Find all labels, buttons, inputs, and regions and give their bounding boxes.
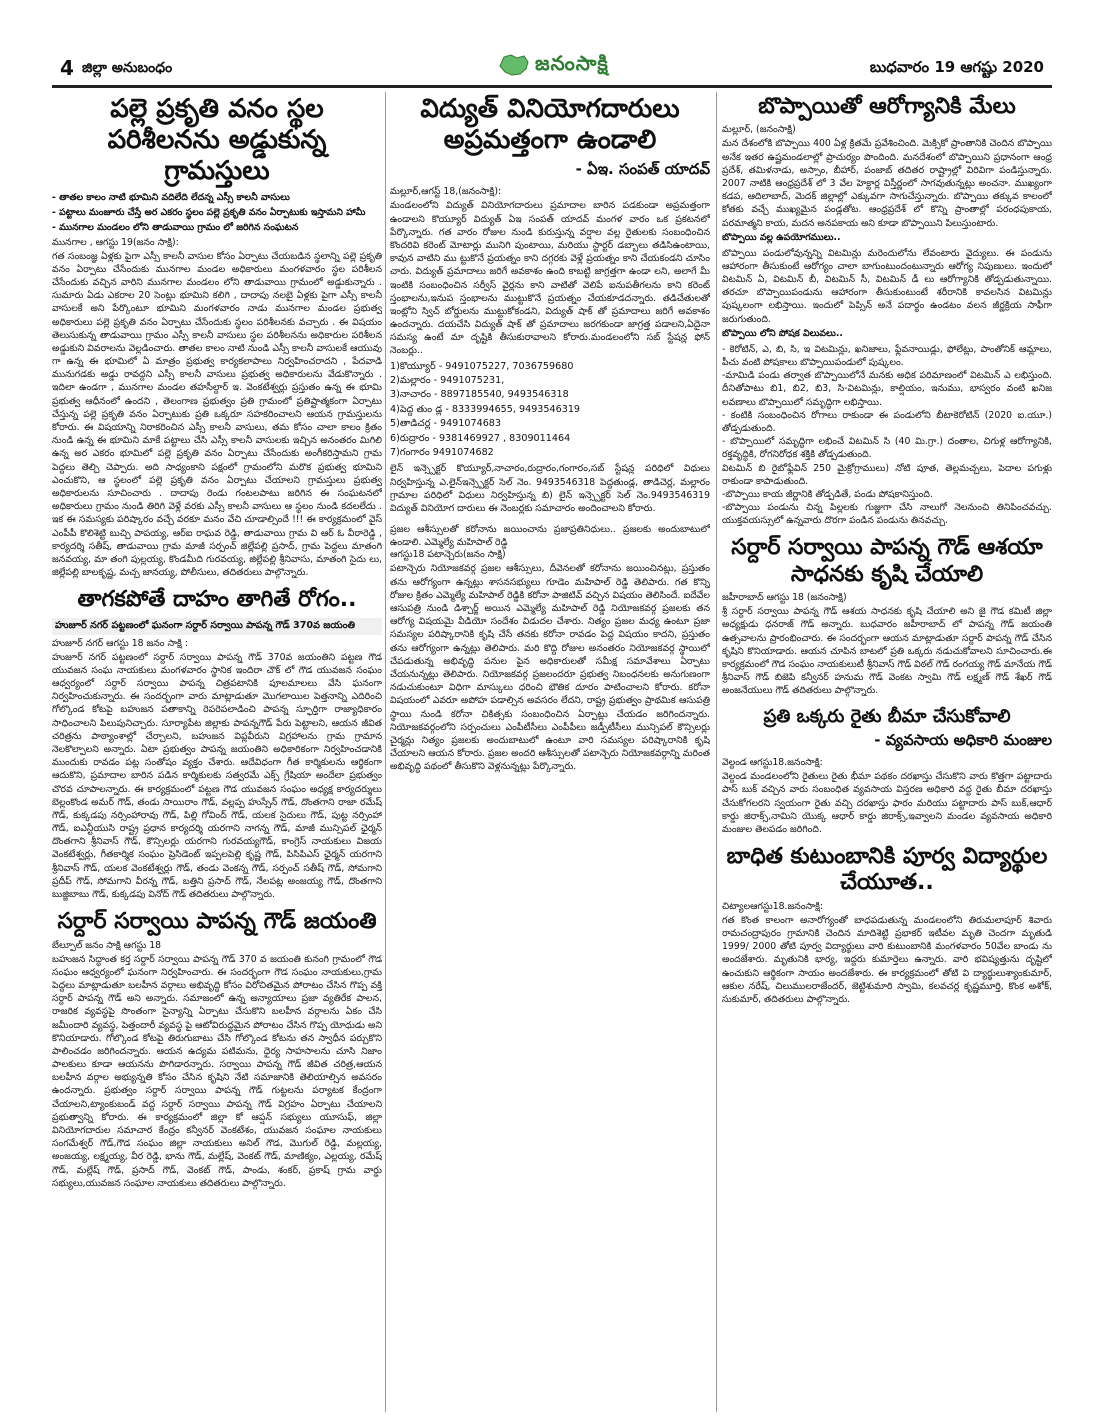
article-headline: సర్దార్ సర్వాయి పాపన్న గౌడ్ జయంతి: [57, 909, 377, 935]
column-right: [722, 92, 1052, 1422]
section-name: జిల్లా అనుబంధం: [82, 60, 173, 76]
article-papaya: [722, 94, 1052, 527]
bullet-item: -మామిడి పండు తర్వాత బొప్పాయిలోనే మనకు అధిక పరిమాణంలో విటమిన్ ఎ లభిస్తుంది. దీనితోపాటు బి1, బి2, బి3, సి-విటమిన్లు, కాల్షియం, ఇనుము, భాస్వరం వంటి ఖనిజ లవణాలు బొప్పాయిలో సమృద్ధిగా లభిస్తాయి.: [722, 370, 1052, 408]
article-dateline: మునగాల , ఆగస్టు 19(జనం సాక్షి):: [52, 236, 179, 248]
masthead: [497, 50, 609, 80]
bullet-item: -బొప్పాయి పండును చిన్న పిల్లలకు గుజ్జుగా చేసి నాలుగో నెలనుంచి తినిపించవచ్చు. యుక్తవయస్సులో ఉన్నవారు దొరగా పండిన పండును తినవచ్చు.: [722, 502, 1052, 527]
article-byline: - వ్యవసాయ అధికారి మంజుల: [874, 731, 1052, 750]
article-rythu-bima: [722, 706, 1052, 837]
phone-entry: 5)తాడిచర్ల - 9491074683: [390, 418, 502, 430]
column-left: [52, 92, 382, 1422]
article-toddy: [52, 587, 382, 901]
column-divider: [385, 92, 386, 1412]
article-dateline: మల్లూర్, (జనంసాక్షి): [722, 124, 796, 136]
article-mla: [390, 523, 710, 773]
bullet-item: - కంటికి సంబంధించిన రోగాలు రాకుండా ఈ పండులోని బీటాకెరోటిన్ (2020 ఐ.యూ.) తోడ్పడుతుంది.: [722, 409, 1052, 434]
article-dateline: వెల్దండ ఆగస్టు18.జనంసాక్షి:: [722, 757, 823, 769]
phone-entry: 4)పెద్ద తుం డ్ల - 8333994655, 9493546319: [390, 403, 581, 415]
issue-date: బుధవారం 19 ఆగష్టు 2020: [869, 58, 1044, 76]
article-jayanthi: [52, 909, 382, 1190]
article-dateline: మల్లూర్,ఆగస్ట్ 18,(జనంసాక్షి):: [390, 186, 502, 198]
masthead-name: జనంసాక్షి: [535, 50, 609, 75]
article-subhead: బొప్పాయి వల్ల ఉపయోగములు..: [722, 231, 841, 243]
article-dateline: ఆగస్టు18 పటాన్చెరు(జనం సాక్షి): [390, 549, 506, 561]
article-body: మన దేశంలోకి బొప్పాయి 400 ఏళ్ల క్రితమే ప్రవేశించింది. మెక్సికో ప్రాంతానికి చెందిన బొప్పాయి అనేక ఇతర ఉష్ణమండలాల్లో ప్రాచుర్యం పొందింది. మనదేశంలో బొప్పాయిని ప్రధానంగా ఆంధ్ర ప్రదేశ్, తమిళనాడు, అస్సాం, బీహార్, పంజాబ్ తదితర రాష్ట్రాల్లో విరివిగా పండిస్తున్నారు. 2007 నాటికి ఆంధ్రప్రదేశ్ లో 3 వేల హెక్టార్ల విస్తీర్ణంలో సాగవుతున్నట్లు అంచనా. ముఖ్యంగా కడప, ఆదిలాబాద్, మెదక్ జిల్లాల్లో ఎక్కువగా సాగుచేస్తున్నారు. బొప్పాయి తక్కువ కాలంలో కోతకు వచ్చే ముఖ్యమైన పండ్లతోట. ఆంధ్రప్రదేశ్ లో కొన్ని ప్రాంతాల్లో పరంధపుకాయ, పరమాత్మని కాయ, మదన అనపకాయ అని కూడా బొప్పాయిని పిలుస్తుంటారు.: [722, 138, 1052, 229]
bullet-item: -బొప్పాయి కాయ జీర్ణానికి తోడ్పడితే, పండు పోషకానిస్తుంది.: [722, 488, 933, 500]
article-headline: పల్లె ప్రకృతి వనం స్థల పరిశీలనను అడ్డుకున్న గ్రామస్తులు: [107, 94, 327, 187]
phone-entry: 6)రుద్రారం - 9381469927 , 8309011464: [390, 432, 571, 444]
article-forest-site: [52, 94, 382, 579]
article-body: బహుజన సిద్ధాంత కర్త సర్దార్ సర్వాయి పాపన్న గౌడ్ 370 వ జయంతి కునంగి గ్రామంలో గౌడ సంఘం ఆధ్వర్యంలో ఘనంగా నిర్వహించారు. ఈ సందర్భంగా గౌడ సంఘం నాయకులు,గ్రామ పెద్దలు మాట్లాడుతూ బలహీన వర్గాలు అభివృద్ధి కోసం విరోచితమైన పోరాటం చేసిన గొప్ప వక్తి సర్దార్ పాపన్న గౌడ్ అని అన్నారు. సమాజంలో ఉన్న అన్యాయాలు ప్రజా వ్యతిరేక పాలన, రాజరిక వ్యవస్థపై సొంతంగా సైన్యాన్ని ఏర్పాటు చేసుకొని బలహీన వర్గాలను ఏకం చేసి జమీందారి వ్యవస్థ, పెత్తందారీ వ్యవస్థ పై ఆటోవిరుద్ధమైన పోరాటం చేసిన గొప్ప యోధుడు అని కొనియాడారు. గోల్కొండ కోటపై తిరుగుబాటు చేసి గోల్కొండ కోటను తన స్వాధీన పర్చుకొని పాలించడం జరిగిందన్నారు. ఆయన ఉద్యమ పటిమను, ధైర్య సాహసాలను చూసి నిజాం పాలకులు కూడా ఆయనను పొగిడారన్నారు. సర్వాయి పాపన్న గౌడ్ జీవిత చరిత్ర,ఆయన బలహీన వర్గాల అభ్యున్నతి కోసం చేసిన కృషిని నేటి సమాజానికి తెలియాల్సిన అవసరం ఉందన్నారు. ప్రభుత్వం సర్దార్ సర్వాయి పాపన్న గౌడ్ గుట్టలను పర్యాటక కేంద్రంగా చేయాలని,ట్యాంకుబండ్ వద్ద సర్దార్ సర్వాయి పాపన్న గౌడ్ విగ్రహం ఏర్పాటు చేయాలని ప్రభుత్వాన్ని కోరారు. ఈ కార్యక్రమంలో జిల్లా కో ఆప్షన్ సభ్యులు యూసుఫ్, జిల్లా వినియోగదారుల సమాచార కేంద్రం కన్వీనర్ వెంకటేశం, యువజన సంఘాల నాయకులు సంగమేశ్వర్ గౌడ్,గౌడ సంఘం జిల్లా నాయకులు అనిల్ గౌడ, మొగుల్ రెడ్డి, మల్లయ్య, అంజయ్య, లక్ష్మయ్య, వీర రెడ్డి, భాను గౌడ్, మల్లేష్, వెంకట్ గౌడ్, మాణిక్యం, ఎల్లయ్య, రమేష్ గౌడ్, మల్లేష్ గౌడ్, ప్రసాద్ గౌడ్, వెంకట్ గౌడ్, పాండు, శంకర్, ప్రకాష్ గ్రామ వార్డు సభ్యులు,యువజన సంఘాల నాయకులు తదితరులు పాల్గొన్నారు.: [52, 953, 382, 1189]
header-rule: [52, 85, 1052, 88]
telangana-map-logo-icon: [497, 52, 531, 78]
phone-entry: 7)గంగారం 9491074682: [390, 446, 494, 458]
article-headline: ప్రతి ఒక్కరు రైతు బీమా చేసుకోవాలి: [763, 705, 1011, 727]
article-headline: సర్దార్ సర్వాయి పాపన్న గౌడ్ ఆశయా సాధనకు కృషి చేయాలి: [731, 535, 1043, 587]
article-dateline: హుజూర్ నగర్ ఆగస్టు 18 జనం సాక్షి :: [52, 637, 188, 649]
phone-entry: 2)మల్లారం - 9491075231,: [390, 375, 505, 387]
article-subhead: - తాతల కాలం నాటి భూమిని వదిలేది లేదన్న ఎస్సీ కాలనీ వాసులు: [52, 191, 290, 203]
article-subhead: - పట్టాలు మంజూరు చేస్తే అర ఎకరం స్థలం పల్లె ప్రకృతి వనం ఏర్పాటుకు ఇస్తామని హామీ: [52, 206, 366, 218]
article-body: గత సంబంజ్ఞ ఏళ్లకు పైగా ఎస్సీ కాలనీ వాసుల కోసం ఏర్పాటు చేయబడిన స్థలాన్ని పల్లె ప్రకృతి వనం ఏర్పాటు చేసేందుకు మునగాల మండల అధికారులు మంగళవారం స్థల పరిశీలన చేసేందుకు వచ్చిన వారిని మునగాల మండలం లోని తాడువాయి గ్రామంలో అడ్డుకున్నారు . సుమారు ఏడు ఎకరాల 20 సెంట్లు భూమిని కలిగి , దాదాపు నలబై ఏళ్లకు పైగా ఎస్సీ కాలనీ వాసులకే అని పేర్కొంటూ భూమిని మంగళవారం నాడు మునగాల మండల ప్రభుత్వ అధికారులు పల్లె ప్రకృతి వనం ఏర్పాటు చేసేందుకు స్థలం పరిశీలనకు వచ్చారు . ఈ విషయం తెలుసుకున్న తాడువాయి గ్రామం ఎస్సీ కాలనీ వాసులు స్థల పరిశీలనను అధికారుల పరిశీలన అడ్డుకుని వివరాలను వెల్లడించారు. తాతల కాలం నాటి నుండి ఎస్సీ కాలనీ వాసులకే ఆయువు గా ఉన్న ఈ భూమిలో ఏ మాత్రం ప్రభుత్వ కార్యకలాపాలు నిర్వహించరాదని , పేదవాడి మునుగడకు అడ్డు రావద్దని ఎస్సీ కాలనీ వాసులు ప్రభుత్వ అధికారులను వేడుకొన్నారు . ఇదిలా ఉండగా , మునగాల మండల తహసీల్దార్ ఇ. వెంకటేశ్వర్లు ప్రస్తుతం ఉన్న ఈ భూమి ప్రభుత్వ ఆధీనంలో ఉందని , తెలంగాణ ప్రభుత్వం ప్రతి గ్రామంలో ప్రతిష్టాత్మకంగా ఏర్పాటు చేస్తున్న పల్లె ప్రకృతి వనం ఏర్పాటుకు ప్రతి ఒక్కరూ సహకరించాలని ఆయన గ్రామస్తులను కోరారు. ఈ విషయాన్ని నిరాకరించిన ఎస్సీ కాలనీ వాసులు, తమ కోసం చాలా కాలం క్రితం నుండి ఉన్న ఈ భూమిని మాకే పట్టాలు చేసి ఎస్సీ కాలనీ వాసులకు ఇచ్చిన అనంతరం మిగిలి ఉన్న అర ఎకరం భూమిలో పల్లె ప్రకృతి వనం ఏర్పాటు చేసేందుకు అంగీకరిస్తామని గ్రామ పెద్దలు తెల్చి చెప్పారు. అది సాధ్యంకాని పక్షంలో గ్రామంలోని మరొక ప్రభుత్వ భూమిని ఎంచుకొని, ఆ స్థలంలో పల్లె ప్రకృతి వనం ఏర్పాటు చేయాలని గ్రామస్తులు ప్రభుత్వ అధికారులను సూచించారు . దాదాపు రెండు గంటలపాటు జరిగిన ఈ సంఘటనలో అధికారులు గ్రామం నుండి తిరిగి వెళ్లే వరకు ఎస్సీ కాలనీ వాసులు ఆ స్థలం నుండి కదలలేదు . ఇక ఈ సమస్యకు పరిష్కారం వచ్చే వరకూ మనం వేచి చూడాల్సిందే !!! ఈ కార్యక్రమంలో వైస్ ఎంపీపీ కొలిశెట్టి బుచ్చి పాపయ్య, ఆర్ఐ రాఘవ రెడ్డి, తాడువాయి గ్రామ వి ఆర్ ఓ వీరారెడ్డి , కార్యదర్శి సతీష్, తాడువాయి గ్రామ మాజీ సర్పంచ్ జిల్లేపల్లి ప్రసాద్, గ్రామ పెద్దలు మాతంగి జనవయ్య, మా తంగి పుల్లయ్య, కొండమీది గురవయ్య, జిల్లేపల్లి శ్రీనివాసు, మాతంగి సైదు లు, జిల్లేపల్లి బాలకృష్ణ, మచ్చ జానయ్య, పోలీసులు, తదితరులు పాల్గొన్నారు.: [52, 250, 382, 579]
article-body: పటాన్చెరు నియోజకవర్గ ప్రజల ఆశీస్సులు, దీవెనలతో కరోనాను జయించినట్లు, ప్రస్తుతం తను ఆరోగ్యంగా ఉన్నట్లు శాసనసభ్యులు గూడెం మహిపాల్ రెడ్డి తెలిపారు. గత కొన్ని రోజుల క్రితం ఎమ్మెల్యే మహిపాల్ రెడ్డికి కరోనా పాజిటివ్ వచ్చిన విషయం తెలిసిందే. ఐదేవేల ఆసుపత్రి నుండి డిశ్చార్జ్ అయిన ఎమ్మెల్యే మహిపాల్ రెడ్డి నియోజకవర్గ ప్రజలకు తన ఆరోగ్య విషయమై వీడియో సందేశం విడుదల చేశారు. నిత్యం ప్రజల మధ్య ఉంటూ ప్రజా సమస్యల పరిష్కారానికి కృషి చేసే తనకు కరోనా రావడం పెద్ద విషయం కాదని, ప్రస్తుతం తను ఆరోగ్యంగా ఉన్నట్లు తెలిపారు. మరి కొద్ది రోజుల అనంతరం నియోజకవర్గ స్థాయిలో చేపడుతున్న అభివృద్ధి పనుల పైన అధికారులతో సమీక్ష సమావేశాలు ఏర్పాటు చేయనున్నట్లు తెలిపారు. నియోజకవర్గ ప్రజలందరూ ప్రభుత్వ నిబంధనలకు అనుగుణంగా నడుచుకుంటూ విధిగా మాస్కులు ధరించి భౌతిక దూరం పాటించాలని కోరారు. కరోనా విషయంలో ఎవరూ అపోహ పడాల్సిన అవసరం లేదని, రాష్ట్ర ప్రభుత్వం ప్రాథమిక ఆసుపత్రి స్థాయి నుండి కరోనా చికిత్సకు సంబంధించిన ఏర్పాట్లు చేయడం జరిగిందన్నారు. నియోజకవర్గంలోని సర్పంచులు ఎంపీటీసీలు ఎంపీపీలు జడ్పీటీసీలు మున్సిపల్ కౌన్సిలర్లు చైర్మన్లు నిత్యం ప్రజలకు అందుబాటులో ఉంటూ వారి సమస్యల పరిష్కారానికి కృషి చేయాలని ఆయన కోరారు. ప్రజల అందరి ఆశీస్సులతో పటాన్చెరు నియోజకవర్గాన్ని మరింత అభివృద్ధి పథంలో తీసుకొని వెళ్లనున్నట్లు పేర్కొన్నారు.: [390, 563, 710, 773]
article-headline: విద్యుత్ వినియోగదారులు అప్రమత్తంగా ఉండాలి: [420, 94, 680, 156]
article-byline: - ఏఇ. సంపత్ యాదవ్: [575, 160, 710, 179]
phone-entry: 3)నాచారం - 8897185540, 9493546318: [390, 389, 569, 401]
page-header: [52, 48, 1052, 88]
page-number: 4: [60, 56, 74, 80]
article-electricity: [390, 94, 710, 515]
article-headline: బొప్పాయితో ఆరోగ్యానికి మేలు: [758, 94, 1016, 119]
column-middle: [390, 92, 710, 1422]
article-subhead: బొప్పాయి లోని పోషక విలువలు..: [722, 327, 843, 339]
article-dateline: జహీరాబాద్ ఆగస్టు 18 (జనంసాక్షి): [722, 592, 847, 604]
article-body: హుజూర్ నగర్ పట్టణంలో సర్దార్ సర్వాయి పాపన్న గౌడ్ 370వ జయంతిని పట్టణ గౌడ యువజన సంఘ నాయకులు మంగళవారం స్థానిక ఇందిరా చౌక్ లో గౌడ యువజన సంఘం ఆధ్వర్యంలో సర్దార్ సర్వాయి పాపన్న చిత్రపటానికి పూలమాలలు వేసి ఘనంగా నిర్వహించుకున్నారు. ఈ సందర్భంగా వారు మాట్లాడుతూ మొగలాయిల పెత్తనాన్ని ఎదిరించి గోల్కొండ కోటపై బహుజన పతాకాన్ని రెపరెపలాడించి పాపన్న స్ఫూర్తిగా రాజ్యాధికారం సాధించాలని పిలుపునిచ్చారు. సూర్యాపేట జిల్లాకు పాపన్నగౌడ్ పేరు పెట్టాలని, ఆయన జీవిత చరిత్రను పాఠ్యాంశాల్లో చేర్చాలని, బహుజన విప్లవీరుని విగ్రహాలను గ్రామ గ్రామాన నెలకొల్పాలని అన్నారు. ఏటా ప్రభుత్వం పాపన్న జయంతిని అధికారికంగా నిర్వహించడానికి ముందుకు రావడం పట్ల సంతోషం వ్యక్తం చేశారు. ఆదేవిధంగా గీత కార్మికులను ఆర్థికంగా ఆదుకొని, ప్రమాదాల బారిన పడిన కార్మికులకు సత్వరమే ఎక్స్ గ్రేషియా అందేలా ప్రభుత్వం చొరవ చూపాలన్నారు. ఈ కార్యక్రమంలో పట్టణ గౌడ యువజన సంఘం అధ్యక్ష కార్యదర్శులు బెల్లంకొండ అమర్ గౌడ్, తండు సాయిరాం గౌడ్, వల్లప్ప హుస్సేన్ గౌడ్, దొంతగాని రాజా రమేష్ గౌడ్, కుక్కడపు నర్సింహారావు గౌడ్, పిల్లి గోవింద్ గౌడ్, యలక సైదులు గౌడ్, పుట్ట నర్సింహా గౌడ్, ఐఎన్టీయుసి రాష్ట్ర ప్రధాన కార్యదర్శి యరగాని నాగన్న గౌడ్, మాజీ మున్సిపల్ ఛైర్మన్ దొంతగాని శ్రీనివాస్ గౌడ్, కౌన్సిలర్లు యరగాని గురవయ్యగౌడ్, కాంగ్రెస్ నాయకులు విజయ వెంకటేశ్వర్లు, గీతకార్మిక సంఘం ప్రెసిడెంట్ ఇప్పలపెల్లి కృష్ణ గౌడ్, పిసిపిఎస్ ఛైర్మన్ యరగాని శ్రీనివాస్ గౌడ్, యలక వెంకటేశ్వర్లు గౌడ్, తండు వెంకన్న గౌడ్, సర్పంచ్ సతీష్ గౌడ్, సోమగాని ప్రదీప్ గౌడ్, సోమగాని వీరన్న గౌడ్, బత్తిని ప్రసాద్ గౌడ్, నేలపట్ల అంజయ్య గౌడ్, దొంతగాని బుజ్జిబాబు గౌడ్, కుక్కడపు వినోద్ గౌడ్ తదితరులు పాల్గొన్నారు.: [52, 651, 382, 901]
article-papanna-zaheerabad: [722, 535, 1052, 697]
article-body: బొప్పాయి పండులోవున్నన్ని విటమిన్లు మరెందులోను లేవంటారు వైద్యులు. ఈ పండును ఆహారంగా తీసుకుంటే ఆరోగ్యం చాలా బాగుంటుందంటున్నారు ఆరోగ్య నిపుణులు. ఇందులో విటమిన్ ఏ, విటమిన్ బీ, విటమిన్ సీ, విటమిన్ డీ లు ఆరోగ్యానికి తోడ్పడుతున్నాయి. తరచూ బొప్పాయిపండును ఆహారంగా తీసుకుంటుంటే శరీరానికి కావలసిన విటమిన్లు పుష్కలంగా లభిస్తాయి. ఇందులో పెప్సిన్ అనే పదార్థం ఉండటం వలన జీర్ణక్రియ సాఫీగా జరుగుతుంది.: [722, 247, 1052, 325]
article-headline: తాగకపోతే దాహం తాగితే రోగం..: [77, 587, 357, 613]
bullet-item: విటమిన్ బి రైబోఫ్లేవిన్ 250 మైక్రోగ్రాములు) నోటి పూత, తెల్లమచ్చలు, పెదాల పగుళ్లు రాకుండా కాపాడుతుంది.: [722, 462, 1052, 487]
article-body: లైన్ ఇన్స్పెక్టర్ కొయ్యూర్,నాచారం,రుద్రారం,గంగారం,సబ్ స్టేషన్ల పరిధిలో విధులు నిర్వహిస్తున్న ఎ.లైన్ఇన్స్పెక్టర్ సెల్ నెం. 9493546318 పెద్దతుండ్ల, తాడిచెర్ల, మల్లారం గ్రామాల పరిధిలో విధులు నిర్వహిస్తున్న బి) లైన్ ఇన్స్పెక్టర్ సెల్ నెం.9493546319 విద్యుత్ వినియోగ దారులు ఈ నెంబర్లకు సమాచారం అందించాలని కోరారు.: [390, 463, 710, 514]
article-lead: ప్రజల ఆశీస్సులతో కరోనాను జయించాను ప్రజాప్రతినిధులు.. ప్రజలకు అందుబాటులో ఉండాలి. ఎమ్మెల్యే మహిపాల్ రెడ్డి: [390, 524, 710, 549]
article-body: గత కొంత కాలంగా అనారోగ్యంతో బాధపడుతున్న మండలంలోని తిరుమలాపూర్ శివారు రామచంద్రాపురం గ్రామానికి చెందిన మాదిశెట్టి ప్రభాకర్ ఇటీవల మృతి చెందగా మృతుడి 1999/ 2000 తోటి పూర్వ విద్యార్థులు వారి కుటుంబానికి మంగళవారం 50వేల బాండు ను అందజేశారు. మృతునికి భార్య, ఇద్దరు కుమార్తెలు ఉన్నారు. వారి భవిష్యత్తును దృష్టిలో ఉంచుకుని ఆర్థికంగా సాయం అందజేశారు. ఈ కార్యక్రమంలో తోటి వి ద్యార్థులుశ్యాంకుమార్, ఆకుల నరేష్, చిలుములరాజేందర్, జెట్టిశుమారి స్వామి, కలవచర్ల కృష్ణమూర్తి, కొంక అశోక్, సుకుమార్, తదితరులు పాల్గొన్నారు.: [722, 914, 1052, 1005]
article-subhead: - మునగాల మండలం లోని తాడువాయి గ్రామం లో జరిగిన సంఘటన: [52, 221, 299, 233]
bullet-item: - బొప్పాయిలో సమృద్ధిగా లభించే విటమిన్ సి (40 మి.గ్రా.) దంతాల, చిగుళ్ల ఆరోగ్యానికి, రక్తవృద్ధికి, రోగనిరోధక శక్తికి తోడ్పడుతుంది.: [722, 436, 1052, 461]
article-headline: బాధిత కుటుంబానికి పూర్వ విద్యార్థుల చేయూత..: [726, 844, 1048, 896]
phone-list: [390, 360, 710, 461]
article-body: శ్రీ సర్దార్ సర్వాయి పాపన్న గౌడ్ ఆశయ సాధనకు కృషి చేయాలి అని జై గౌడ కమిటీ జిల్లా అధ్యక్షుడు ధనరాజ్ గౌడ్ అన్నారు. బుధవారం జహీరాబాద్ లో పాపన్న గౌడ్ జయంతి ఉత్సవాలను ప్రారంభించారు. ఈ సందర్భంగా ఆయన మాట్లాడుతూ సర్దార్ పాపన్న గౌడ్ చేసిన కృషిని కొనియాడారు. ఆయన చూపిన బాటలో ప్రతి ఒక్కరు నడుచుకోవాలని సూచించారు.ఈ కార్యక్రమంలో గౌడ సంఘం నాయకులుటీ శ్రీనివాస్ గౌడ్ విఠల్ గౌడ్ రంగయ్య గౌడ్ మానేయ గౌడ్ శ్రీనివాస్ గౌడ్ బిజెపి కన్వీనర్ హనుమ గౌడ్ వెంకట స్వామి గౌడ్ లక్ష్మణ్ గౌడ్ శేఖర్ గౌడ్ అంజనేయులు గౌడ్ తదితరులు పాల్గొన్నారు.: [722, 606, 1052, 697]
column-divider: [716, 92, 717, 1412]
article-dateline: చిట్యాలఆగస్టు18.జనంసాక్షి:: [722, 900, 824, 912]
article-body: వెల్దండ మండలంలోని రైతులు రైతు భీమా పథకం దరఖాస్తు చేసుకొని వారు కొత్తగా పట్టాదారు పాస్ బుక్ వచ్చిన వారు సంబంధిత వ్యవసాయ విస్తరణ అధికారి వద్ద రైతు బీమా దరఖాస్తు చేసుకోగలరని స్వయంగా రైతు వచ్చి దరఖాస్తు ఫారం మరియు పట్టాదారు పాస్ బుక్,ఆధార్ కార్డు జిరాక్స్,నామిని యొక్క ఆధార్ కార్డు జిరాక్స్,ఇవ్వాలని మండల వ్యవసాయ అధికారి మంజుల తెలపడం జరిగింది.: [722, 771, 1052, 835]
bullet-item: - కెరోటిన్, ఎ, బి, సి, ఇ విటమిన్లు, ఖనిజాలు, ఫ్లేవనాయిడ్లు, ఫోలేట్లు, పాంతోనిక్ ఆమ్లాలు, పీచు వంటి పోషకాలు బొప్పాయిపండులో పుష్కలం.: [722, 343, 1052, 369]
article-kicker: హుజూర్ నగర్ పట్టణంలో ఘనంగా సర్దార్ సర్వాయి పాపన్న గౌడ్ 370వ జయంతి: [52, 618, 382, 635]
phone-entry: 1)కొయ్యూర్ - 9491075227, 7036759680: [390, 360, 574, 372]
article-alumni-help: [722, 844, 1052, 1006]
article-dateline: బేల్పూల్ జనం సాక్షి ఆగస్టు 18: [52, 939, 162, 951]
article-body: మండలంలోని విద్యుత్ వినియోగదారులు ప్రమాదాల బారిన పడకుండా అప్రమత్తంగా ఉండాలని కొయ్యూర్ విద్యుత్ ఏఇ సంపత్ యాదవ్ మంగళ వారం ఒక ప్రకటనలో పేర్కొన్నారు. గత వారం రోజుల నుండి కురుస్తున్న వర్షాల వల్ల రైతులకు సంబంధించిన కొందరివి కరెంట్ మోటార్లు మునిగి పుంటాయి, మరియు స్టార్టర్ డబ్బాలు తడిసిఉంటాయి, కావున వాటిని ము ట్టుకొనే ప్రయత్నం కాని దగ్గరకు వెళ్లే ప్రయత్నం కాని చేయకండని చూసిం చారు. విద్యుత్ ప్రమాదాలు జరిగే అవకాశం ఉంది కాబట్టి జాగ్రత్తగా ఉండా లని, అలాగే మీ ఇంటికి సంబంధించిన సర్వీస్ వైర్లను కాని వాటితో వెలిపే ఐనుపతీగలను కాని కరెంట్ స్తంభాలను,ఇనుప స్తంభాలను ముట్టుకొనే ప్రయత్నం చేయకూడదన్నారు. తడిచేతులతో ఇంట్లోని స్విచ్ బోర్డులను ముట్టుకోకండని, విద్యుత్ షాక్ తో ప్రమాదాలు జరిగే అవకాశం ఉందన్నారు. దయచేసి విద్యుత్ షాక్ తో ప్రమాదాలు జరగకుండా జాగ్రత్త పడాలని,ఏదైనా సమస్య ఉంటే మా దృష్టికి తీసుకురావాలని కోరారు.మండలంలోని సబ్ స్టేషన్ల ఫోన్ నెంబర్లు..: [390, 200, 710, 357]
